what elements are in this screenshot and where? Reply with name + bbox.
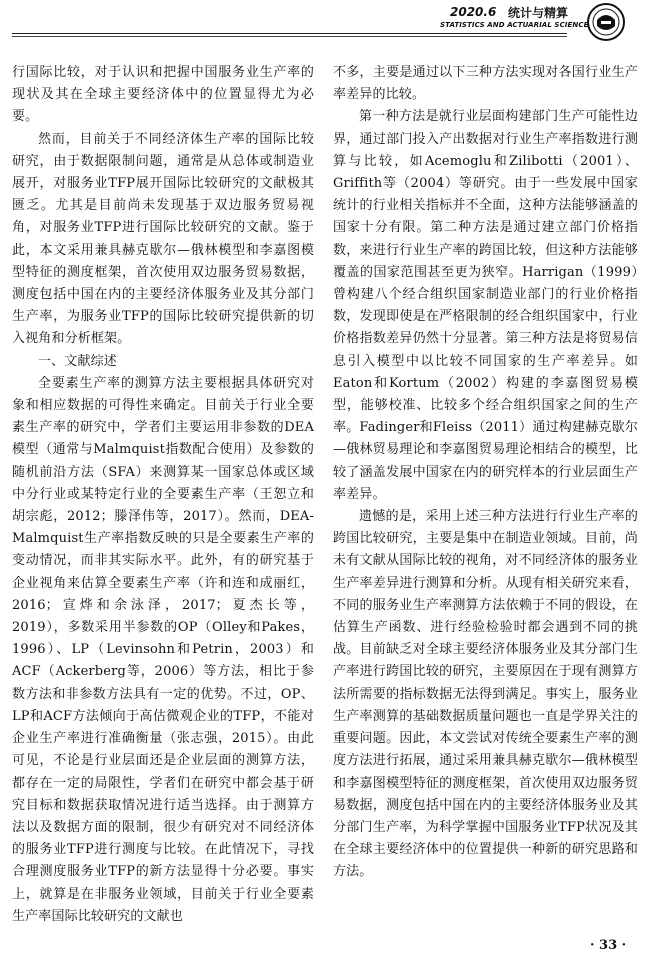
paragraph: 一、文献综述 bbox=[38, 353, 117, 369]
header-rule bbox=[12, 33, 567, 34]
journal-title: 统计与精算 bbox=[508, 6, 569, 20]
paragraph: 行国际比较，对于认识和把握中国服务业生产率的现状及其在全球主要经济体中的位置显得尤为必要。 bbox=[12, 65, 314, 125]
paragraph: 不多，主要是通过以下三种方法实现对各国行业生产率差异的比较。 bbox=[333, 65, 638, 103]
paragraph: 第一种方法是就行业层面构建部门生产可能性边界，通过部门投入产出数据对行业生产率指数进行测算与比较，如Acemoglu和Zilibotti（2001）、Griffith等（2004）等研究。由于一些发展中国家统计的行业相关指标并不全面，这种方法能够涵盖的国家十分有限。第二种方法是通过建立部门价格指数，来进行行业生产率的跨国比较，但这种方法能够覆盖的国家范围甚至更为狭窄。Harrigan（1999）曾构建八个经合组织国家制造业部门的行业价格指数，发现即使是在严格限制的经合组织国家中，行业价格指数差异仍然十分显著。第三种方法是将贸易信息引入模型中以比较不同国家的生产率差异。如Eaton和Kortum（2002）构建的李嘉图贸易模型，能够校准、比较多个经合组织国家之间的生产率。Fadinger和Fleiss（2011）通过构建赫克歇尔—俄林贸易理论和李嘉图贸易理论相结合的模型，比较了涵盖发展中国家在内的研究样本的行业层面生产率差异。 bbox=[333, 109, 638, 502]
paragraph: 全要素生产率的测算方法主要根据具体研究对象和相应数据的可得性来确定。目前关于行业全要素生产率的研究中，学者们主要运用非参数的DEA模型（通常与Malmquist指数配合使用）及参数的随机前沿方法（SFA）来测算某一国家总体或区域中分行业或某特定行业的全要素生产率（王恕立和胡宗彪，2012；滕泽伟等，2017）。然而，DEA-Malmquist生产率指数反映的只是全要素生产率的变动情况，而非其实际水平。此外，有的研究基于企业视角来估算全要素生产率（许和连和成丽红，2016；宣烨和余泳泽，2017；夏杰长等，2019），多数采用半参数的OP（Olley和Pakes，1996）、LP（Levinsohn和Petrin，2003）和ACF（Ackerberg等，2006）等方法，相比于参数方法和非参数方法具有一定的优势。不过，OP、LP和ACF方法倾向于高估微观企业的TFP，不能对企业生产率进行准确衡量（张志强，2015）。由此可见，不论是行业层面还是企业层面的测算方法，都存在一定的局限性，学者们在研究中都会基于研究目标和数据获取情况进行适当选择。由于测算方法以及数据方面的限制，很少有研究对不同经济体的服务业TFP进行测度与比较。在此情况下，寻找合理测度服务业TFP的新方法显得十分必要。事实上，就算是在非服务业领域，目前关于行业全要素生产率国际比较研究的文献也 bbox=[12, 375, 314, 924]
page-header bbox=[0, 0, 650, 56]
journal-english-title: STATISTICS AND ACTUARIAL SCIENCE bbox=[440, 21, 589, 29]
journal-seal-icon bbox=[586, 2, 626, 42]
right-column bbox=[333, 62, 638, 884]
paragraph: 遗憾的是，采用上述三种方法进行行业生产率的跨国比较研究，主要是集中在制造业领域。目前，尚未有文献从国际比较的视角，对不同经济体的服务业生产率差异进行测算和分析。从现有相关研究来看，不同的服务业生产率测算方法依赖于不同的假设，在估算生产函数、进行经验检验时都会遇到不同的挑战。目前缺乏对全球主要经济体服务业及其分部门生产率进行跨国比较的研究，主要原因在于现有测算方法所需要的指标数据无法得到满足。事实上，服务业生产率测算的基础数据质量问题也一直是学界关注的重要问题。因此，本文尝试对传统全要素生产率的测度方法进行拓展，通过采用兼具赫克歇尔—俄林模型和李嘉图模型特征的测度框架，首次使用双边服务贸易数据，测度包括中国在内的主要经济体服务业及其分部门生产率，为科学掌握中国服务业TFP状况及其在全球主要经济体中的位置提供一种新的研究思路和方法。 bbox=[333, 509, 638, 880]
page-number: · 33 · bbox=[590, 938, 627, 953]
paragraph: 然而，目前关于不同经济体生产率的国际比较研究，由于数据限制问题，通常是从总体或制造业展开，对服务业TFP展开国际比较研究的文献极其匮乏。尤其是目前尚未发现基于双边服务贸易视角，对服务业TFP进行国际比较研究的文献。鉴于此，本文采用兼具赫克歇尔—俄林模型和李嘉图模型特征的测度框架，首次使用双边服务贸易数据，测度包括中国在内的主要经济体服务业及其分部门生产率，为服务业TFP的国际比较研究提供新的切入视角和分析框架。 bbox=[12, 131, 314, 347]
left-column bbox=[12, 62, 314, 928]
issue-number: 2020.6 bbox=[450, 5, 497, 19]
header-rule-thin bbox=[12, 36, 567, 37]
